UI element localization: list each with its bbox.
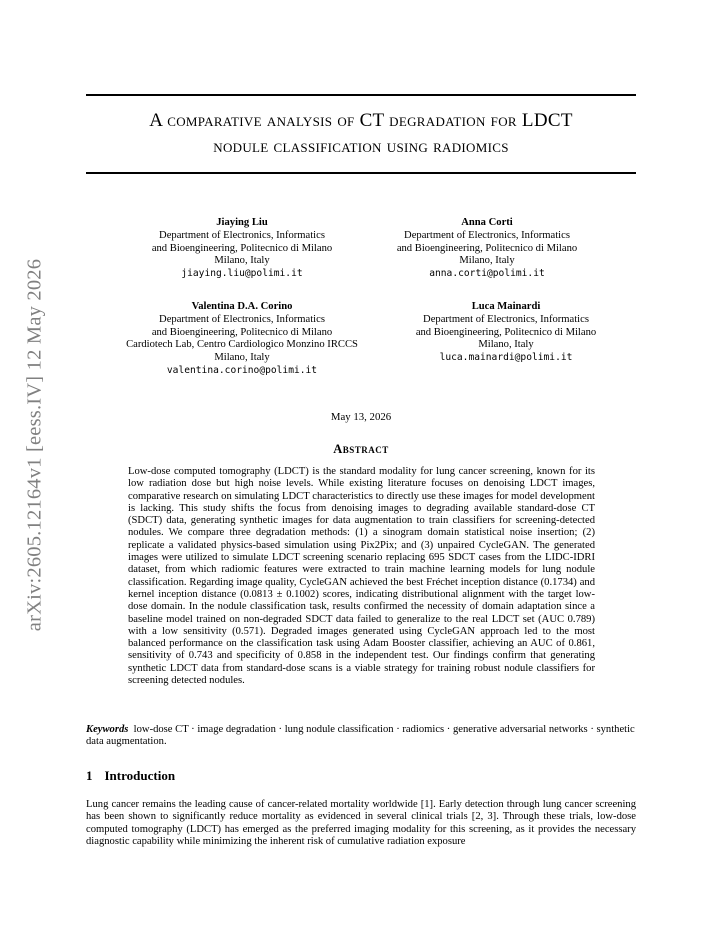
author-email: valentina.corino@polimi.it <box>166 364 318 376</box>
author-email: anna.corti@polimi.it <box>429 268 545 280</box>
keywords-label: Keywords <box>86 724 129 735</box>
author-affiliation: Department of Electronics, Informatics <box>404 229 570 241</box>
arxiv-sidebar-stamp <box>18 232 52 657</box>
author-affiliation: Cardiotech Lab, Centro Cardiologico Monzino IRCCS <box>126 339 358 351</box>
title-line-2: nodule classification using radiomics <box>213 136 509 157</box>
author-name: Valentina D.A. Corino <box>191 301 293 312</box>
section-number: 1 <box>86 768 93 783</box>
author-affiliation: Milano, Italy <box>459 255 515 267</box>
author-affiliation: Department of Electronics, Informatics <box>159 229 325 241</box>
author-email: luca.mainardi@polimi.it <box>439 352 573 364</box>
section-heading <box>86 768 175 784</box>
section-title: Introduction <box>104 768 176 783</box>
author-block <box>357 217 617 281</box>
author-block <box>376 301 636 365</box>
author-affiliation: Milano, Italy <box>214 255 270 267</box>
publication-date: May 13, 2026 <box>330 411 392 423</box>
keywords-paragraph <box>86 724 636 749</box>
title-bottom-rule <box>86 172 636 174</box>
introduction-body: Lung cancer remains the leading cause of cancer-related mortality worldwide [1]. Early detection through lung cancer screening has been shown to significantly reduce mortality as evidenced in several clinical trials [2, 3]. Through these trials, low-dose computed tomography (LDCT) has emerged as the preferred imaging modality for this screening, as it provides the necessary diagnostic capability while minimizing the inherent risk of cumulative radiation exposure <box>86 799 636 847</box>
abstract-heading: Abstract <box>333 442 389 456</box>
author-block <box>112 217 372 281</box>
author-name: Anna Corti <box>461 217 513 228</box>
author-affiliation: Department of Electronics, Informatics <box>159 313 325 325</box>
paper-title <box>86 108 636 160</box>
author-affiliation: and Bioengineering, Politecnico di Milano <box>415 326 597 338</box>
author-affiliation: Milano, Italy <box>478 339 534 351</box>
author-affiliation: and Bioengineering, Politecnico di Milano <box>151 326 333 338</box>
author-affiliation: and Bioengineering, Politecnico di Milano <box>151 242 333 254</box>
author-block <box>92 301 392 378</box>
title-top-rule <box>86 94 636 96</box>
author-affiliation: Milano, Italy <box>214 352 270 364</box>
title-line-1: A comparative analysis of CT degradation for LDCT <box>149 110 573 131</box>
author-affiliation: Department of Electronics, Informatics <box>423 313 589 325</box>
keywords-list: low-dose CT · image degradation · lung nodule classification · radiomics · generative adversarial networks · synthetic data augmentation. <box>86 724 635 748</box>
author-affiliation: and Bioengineering, Politecnico di Milano <box>396 242 578 254</box>
author-email: jiaying.liu@polimi.it <box>181 268 303 280</box>
author-name: Luca Mainardi <box>471 301 541 312</box>
arxiv-identifier: arXiv:2605.12164v1 [eess.IV] 12 May 2026 <box>23 258 46 631</box>
abstract-body: Low-dose computed tomography (LDCT) is the standard modality for lung cancer screening, known for its low radiation dose but high noise levels. While existing literature focuses on denoising LDCT images, comparative research on simulating LDCT characteristics to directly use these images for model development is lacking. This study shifts the focus from denoising images to degrading available standard-dose CT (SDCT) data, generating synthetic images for data augmentation to train classifiers for screening-detected nodules. We compare three degradation methods: (1) a sinogram domain statistical noise insertion; (2) replicate a validated physics-based simulation using Pix2Pix; and (3) unpaired CycleGAN. The generated images were utilized to simulate LDCT screening scenario replacing 695 SDCT cases from the LIDC-IDRI dataset, from which radiomic features were extracted to train machine learning models for lung nodule classification. Regarding image quality, CycleGAN achieved the best Fréchet inception distance (0.1734) and kernel inception distance (0.0813 ± 0.1002) scores, indicating distributional alignment with the target low-dose domain. In the nodule classification task, results confirmed the necessity of domain adaptation since a baseline model trained on non-degraded SDCT data failed to generalize to the real LDCT set (AUC 0.789) with a low sensitivity (0.571). Degraded images generated using CycleGAN approach led to the most balanced performance on the classification task using Adam Booster classifier, achieving an AUC of 0.861, sensitivity of 0.743 and specificity of 0.858 in the independent test. Our findings confirm that generating synthetic LDCT data from standard-dose scans is a viable strategy for training robust nodule classifiers for screening detected nodules. <box>128 466 595 687</box>
author-name: Jiaying Liu <box>216 217 268 228</box>
